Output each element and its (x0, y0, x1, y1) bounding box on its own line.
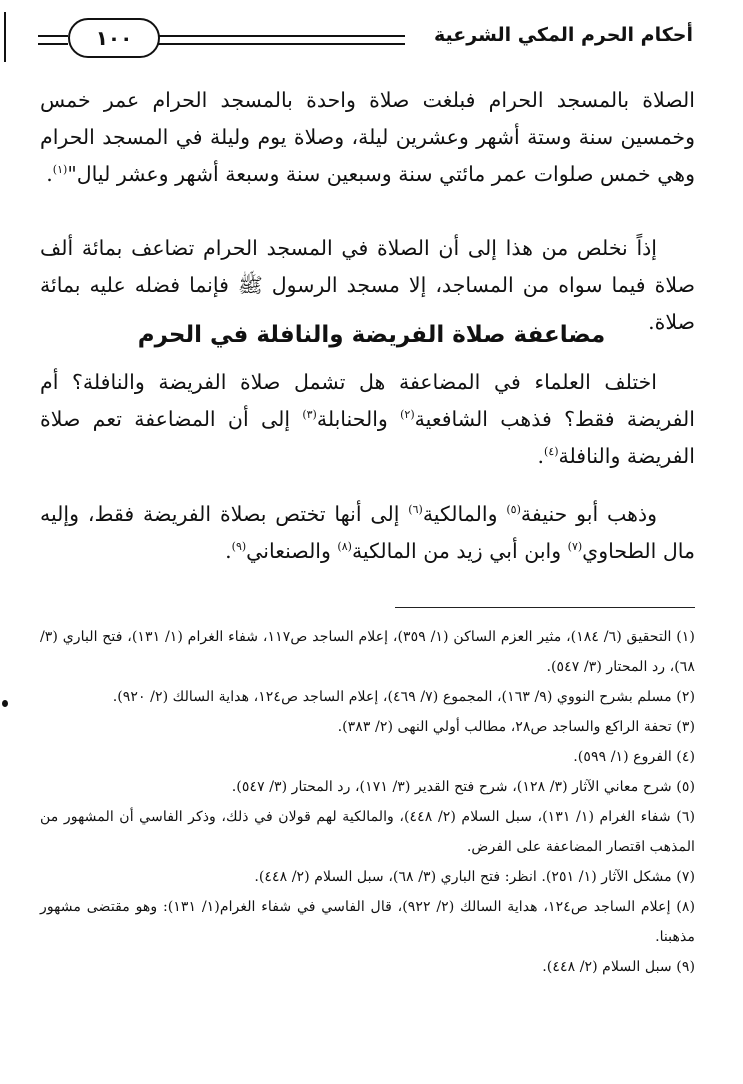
footnote-9 (40, 952, 695, 982)
paragraph-3: اختلف العلماء في المضاعفة هل تشمل صلاة الفريضة والنافلة؟ أم الفريضة فقط؟ فذهب الشافعية$^{(٢)}$ والحنابلة$^{(٣)}$ إلى أن المضاعفة تعم صلاة الفريضة والنافلة$^{(٤)}$. (40, 370, 695, 468)
scan-edge-mark (4, 12, 6, 62)
footnote-text: مسلم بشرح النووي (٩/ ١٦٣)، المجموع (٧/ ٤٦٩)، إعلام الساجد ص١٢٤، هداية السالك (٢/ ٩٢٠). (112, 689, 672, 705)
footnote-6 (40, 802, 695, 862)
footnote-text: مشكل الآثار (١/ ٢٥١). انظر: فتح الباري (٣/ ٦٨)، سبل السلام (٢/ ٤٤٨). (254, 869, 672, 885)
footnote-ref[interactable]: (٥) (506, 503, 521, 517)
footnote-ref[interactable]: (٨) (337, 540, 352, 554)
header-rule-tail (38, 35, 68, 45)
footnote-number: (٦) (676, 809, 696, 825)
section-heading: مضاعفة صلاة الفريضة والنافلة في الحرم (137, 322, 606, 348)
footnote-5 (40, 772, 695, 802)
paragraph-1: الصلاة بالمسجد الحرام فبلغت صلاة واحدة بالمسجد الحرام عمر خمس وخمسين سنة وستة أشهر وعشرين ليلة، وصلاة يوم وليلة في المسجد الحرام وهي خمس صلوات عمر مائتي سنة وسبعين سنة وسبعة أشهر وعشر ليال"$^{(١)}$. (40, 88, 695, 186)
footnote-text: التحقيق (٦/ ١٨٤)، مثير العزم الساكن (١/ ٣٥٩)، إعلام الساجد ص١١٧، شفاء الغرام (١/ ١٣١)، فتح الباري (٣/ ٦٨)، رد المحتار (٣/ ٥٤٧). (40, 629, 695, 675)
footnote-ref[interactable]: (٦) (408, 503, 423, 517)
footnote-number: (٢) (676, 689, 695, 705)
footnote-2 (40, 682, 695, 712)
footnote-number: (٩) (676, 959, 695, 975)
footnote-text: الفروع (١/ ٥٩٩). (573, 749, 672, 765)
footnote-text: سبل السلام (٢/ ٤٤٨). (542, 959, 672, 975)
paragraph-2: إذاً نخلص من هذا إلى أن الصلاة في المسجد الحرام تضاعف بمائة ألف صلاة فيما سواه من المساجد، إلا مسجد الرسول ﷺ فإنما فضله عليه بمائة صلاة. (40, 236, 695, 334)
footnote-ref[interactable]: (٤) (544, 445, 559, 459)
footnote-number: (٤) (676, 749, 695, 765)
footnote-text: شرح معاني الآثار (٣/ ١٢٨)، شرح فتح القدير (٣/ ١٧١)، رد المحتار (٣/ ٥٤٧). (231, 779, 672, 795)
footnote-ref[interactable]: (٧) (567, 540, 583, 554)
paragraph-4: وذهب أبو حنيفة$^{(٥)}$ والمالكية$^{(٦)}$ إلى أنها تختص بصلاة الفريضة فقط، وإليه مال الطحاوي$^{(٧)}$ وابن أبي زيد من المالكية$^{(٨)}$ والصنعاني$^{(٩)}$. (40, 502, 695, 563)
footnote-text: إعلام الساجد ص١٢٤، هداية السالك (٢/ ٩٢٢)، قال الفاسي في شفاء الغرام(١/ ١٣١): وهو مقتضى مشهور مذهبنا. (40, 899, 695, 945)
footnote-4 (40, 742, 695, 772)
footnote-separator (395, 607, 695, 608)
footnote-ref[interactable]: (٣) (302, 408, 317, 422)
page-header (38, 18, 693, 58)
header-rule (158, 35, 405, 45)
running-title: أحكام الحرم المكي الشرعية (434, 24, 693, 46)
footnote-text: شفاء الغرام (١/ ١٣١)، سبل السلام (٢/ ٤٤٨)، والمالكية لهم قولان في ذلك، وذكر الفاسي أن المشهور من المذهب اقتصار المضاعفة على الفرض. (40, 809, 695, 855)
footnote-7 (40, 862, 695, 892)
footnote-number: (٣) (676, 719, 695, 735)
footnote-number: (٥) (676, 779, 695, 795)
footnote-number: (٧) (676, 869, 695, 885)
footnote-ref[interactable]: (٢) (400, 408, 415, 422)
footnote-8 (40, 892, 695, 952)
footnote-ref[interactable]: (١) (52, 163, 68, 177)
footnote-text: تحفة الراكع والساجد ص٢٨، مطالب أولي النهى (٢/ ٣٨٣). (337, 719, 672, 735)
footnote-ref[interactable]: (٩) (231, 540, 247, 554)
footnote-3 (40, 712, 695, 742)
footnote-number: (١) (676, 629, 695, 645)
page-number: ١٠٠ (68, 18, 160, 58)
footnotes (40, 622, 695, 982)
footnote-number: (٨) (676, 899, 695, 915)
margin-dot (2, 700, 8, 707)
footnote-1 (40, 622, 695, 682)
